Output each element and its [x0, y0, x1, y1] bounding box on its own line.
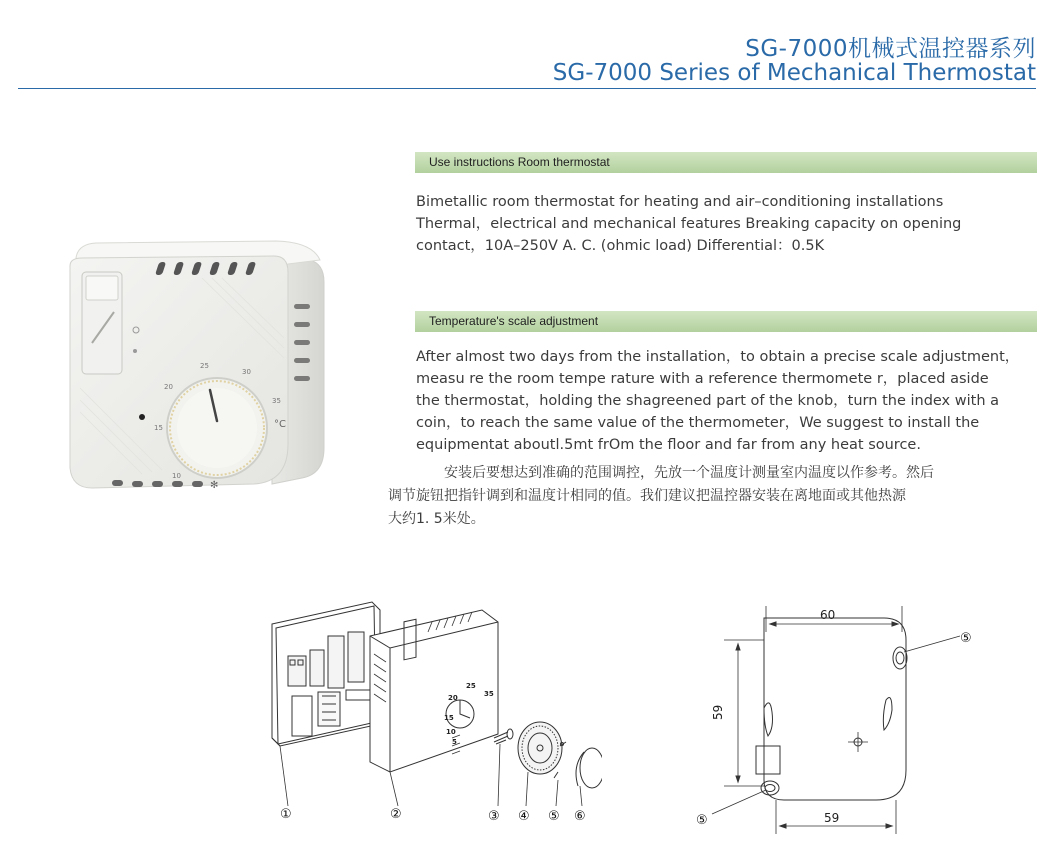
exploded-view-diagram — [262, 596, 602, 831]
exploded-scale-25: 25 — [466, 682, 476, 690]
snowflake-icon: ✻ — [210, 480, 219, 491]
text-line: the thermostat，holding the shagreened part of the knob，turn the index with a — [416, 393, 1000, 409]
text-line-zh: 安装后要想达到准确的范围调控，先放一个温度计测量室内温度以作参考。然后 — [444, 465, 934, 481]
dial-tick-15: 15 — [154, 424, 163, 432]
part-label-2: ② — [390, 807, 402, 822]
part-label-4: ④ — [518, 809, 530, 824]
exploded-scale-35: 35 — [484, 690, 494, 698]
dimension-bottom-width: 59 — [824, 811, 840, 825]
dial-tick-20: 20 — [164, 383, 173, 391]
hole-label-bottom: ⑤ — [696, 813, 708, 828]
section-heading-scale-adjustment: Temperature's scale adjustment — [415, 311, 1037, 332]
text-line: contact，10A–250V A. C. (ohmic load) Differential：0.5K — [416, 238, 825, 254]
exploded-scale-15: 15 — [444, 714, 454, 722]
part-label-6: ⑥ — [574, 809, 586, 824]
exploded-scale-5: 5 — [452, 738, 457, 746]
header-divider — [18, 88, 1036, 89]
section-body-scale-adjustment-zh — [388, 462, 1048, 531]
dial-tick-25: 25 — [200, 362, 209, 370]
part-label-1: ① — [280, 807, 292, 822]
text-line-zh: 调节旋钮把指针调到和温度计相同的值。我们建议把温控器安装在离地面或其他热源 — [388, 488, 906, 504]
text-line: measu re the room tempe rature with a reference thermomete r，placed aside — [416, 371, 989, 387]
text-line-zh: 大约1. 5米处。 — [388, 511, 485, 527]
section-heading-use-instructions: Use instructions Room thermostat — [415, 152, 1037, 173]
dial-tick-35: 35 — [272, 397, 281, 405]
text-line: Thermal，electrical and mechanical features Breaking capacity on opening — [416, 216, 962, 232]
text-line: After almost two days from the installation，to obtain a precise scale adjustment， — [416, 349, 1020, 365]
part-label-3: ③ — [488, 809, 500, 824]
hole-label-top: ⑤ — [960, 631, 972, 646]
page-title-en: SG-7000 Series of Mechanical Thermostat — [552, 60, 1036, 86]
section-body-scale-adjustment — [416, 346, 1051, 456]
dimension-top-width: 60 — [820, 608, 836, 622]
thermostat-product-image — [62, 238, 342, 500]
exploded-scale-20: 20 — [448, 694, 458, 702]
part-label-5: ⑤ — [548, 809, 560, 824]
section-body-use-instructions — [416, 191, 1051, 257]
dial-tick-30: 30 — [242, 368, 251, 376]
text-line: Bimetallic room thermostat for heating and air–conditioning installations — [416, 194, 944, 210]
page-title-zh: SG-7000机械式温控器系列 — [745, 36, 1036, 62]
text-line: equipmentat aboutl.5mt frOm the floor and far from any heat source. — [416, 437, 921, 453]
dial-tick-10: 10 — [172, 472, 181, 480]
dial-unit: °C — [274, 419, 286, 430]
dimension-height: 59 — [711, 704, 725, 720]
text-line: coin，to reach the same value of the thermometer，We suggest to install the — [416, 415, 980, 431]
exploded-scale-10: 10 — [446, 728, 456, 736]
dimension-drawing — [694, 600, 994, 835]
